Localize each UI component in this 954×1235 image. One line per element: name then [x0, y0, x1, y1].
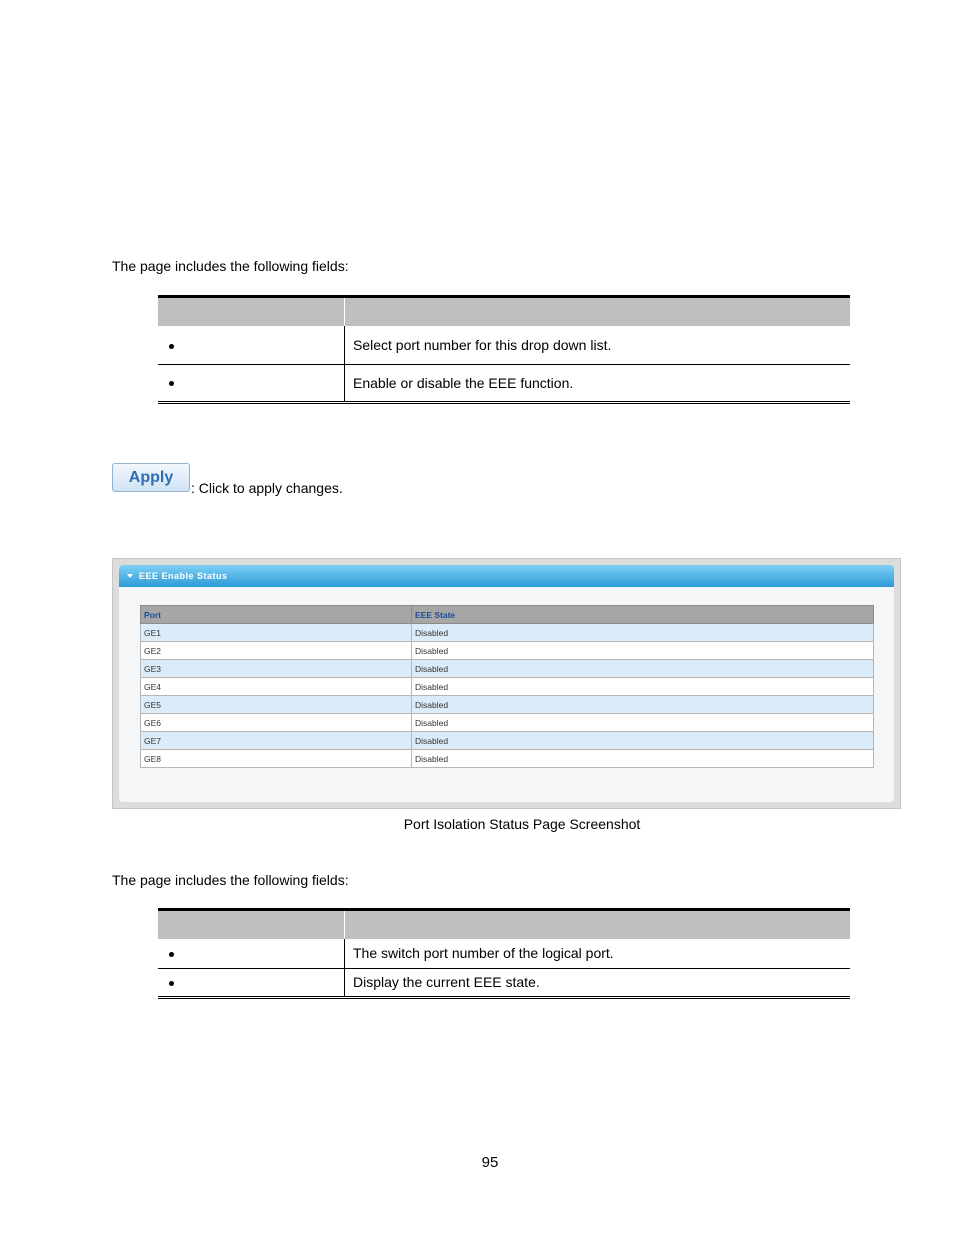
- field-description: Display the current EEE state.: [345, 968, 851, 997]
- bullet-icon: [169, 981, 174, 986]
- table-row: [158, 968, 850, 997]
- table-header: [158, 297, 850, 327]
- table-row: [141, 624, 874, 642]
- intro-text-2: The page includes the following fields:: [112, 872, 349, 888]
- state-cell: Disabled: [412, 660, 874, 678]
- figure-caption: Port Isolation Status Page Screenshot: [403, 816, 641, 832]
- table-row: [141, 714, 874, 732]
- port-cell: GE2: [141, 642, 412, 660]
- state-cell: Disabled: [412, 696, 874, 714]
- table-row: [158, 939, 850, 968]
- fields-table-2: [158, 908, 850, 999]
- port-cell: GE3: [141, 660, 412, 678]
- bullet-icon: [169, 381, 174, 386]
- state-cell: Disabled: [412, 642, 874, 660]
- table-row: [141, 750, 874, 768]
- intro-text-1: The page includes the following fields:: [112, 258, 349, 274]
- column-header-port: Port: [141, 606, 412, 624]
- table-row: [141, 696, 874, 714]
- panel: [119, 565, 894, 802]
- port-cell: GE7: [141, 732, 412, 750]
- column-header-eee-state: EEE State: [412, 606, 874, 624]
- table-row: [158, 364, 850, 402]
- state-cell: Disabled: [412, 750, 874, 768]
- eee-status-table: [140, 605, 874, 768]
- panel-title: EEE Enable Status: [139, 571, 228, 581]
- panel-title-bar[interactable]: [119, 565, 894, 587]
- port-cell: GE1: [141, 624, 412, 642]
- table-row: [158, 326, 850, 364]
- fields-table-1: [158, 295, 850, 404]
- page-number: 95: [481, 1154, 499, 1171]
- state-cell: Disabled: [412, 732, 874, 750]
- table-row: [141, 642, 874, 660]
- port-cell: GE5: [141, 696, 412, 714]
- field-description: The switch port number of the logical port.: [345, 939, 851, 968]
- field-description: Select port number for this drop down list.: [345, 326, 851, 364]
- apply-description: : Click to apply changes.: [191, 480, 343, 496]
- apply-button[interactable]: Apply: [112, 463, 190, 492]
- field-description: Enable or disable the EEE function.: [345, 364, 851, 402]
- state-cell: Disabled: [412, 714, 874, 732]
- state-cell: Disabled: [412, 624, 874, 642]
- port-cell: GE8: [141, 750, 412, 768]
- table-row: [141, 732, 874, 750]
- table-header: [158, 910, 850, 940]
- port-cell: GE6: [141, 714, 412, 732]
- eee-status-screenshot: [112, 558, 901, 809]
- table-row: [141, 660, 874, 678]
- bullet-icon: [169, 344, 174, 349]
- table-row: [141, 678, 874, 696]
- table-header-row: [141, 606, 874, 624]
- state-cell: Disabled: [412, 678, 874, 696]
- bullet-icon: [169, 952, 174, 957]
- collapse-triangle-icon: [127, 574, 133, 578]
- port-cell: GE4: [141, 678, 412, 696]
